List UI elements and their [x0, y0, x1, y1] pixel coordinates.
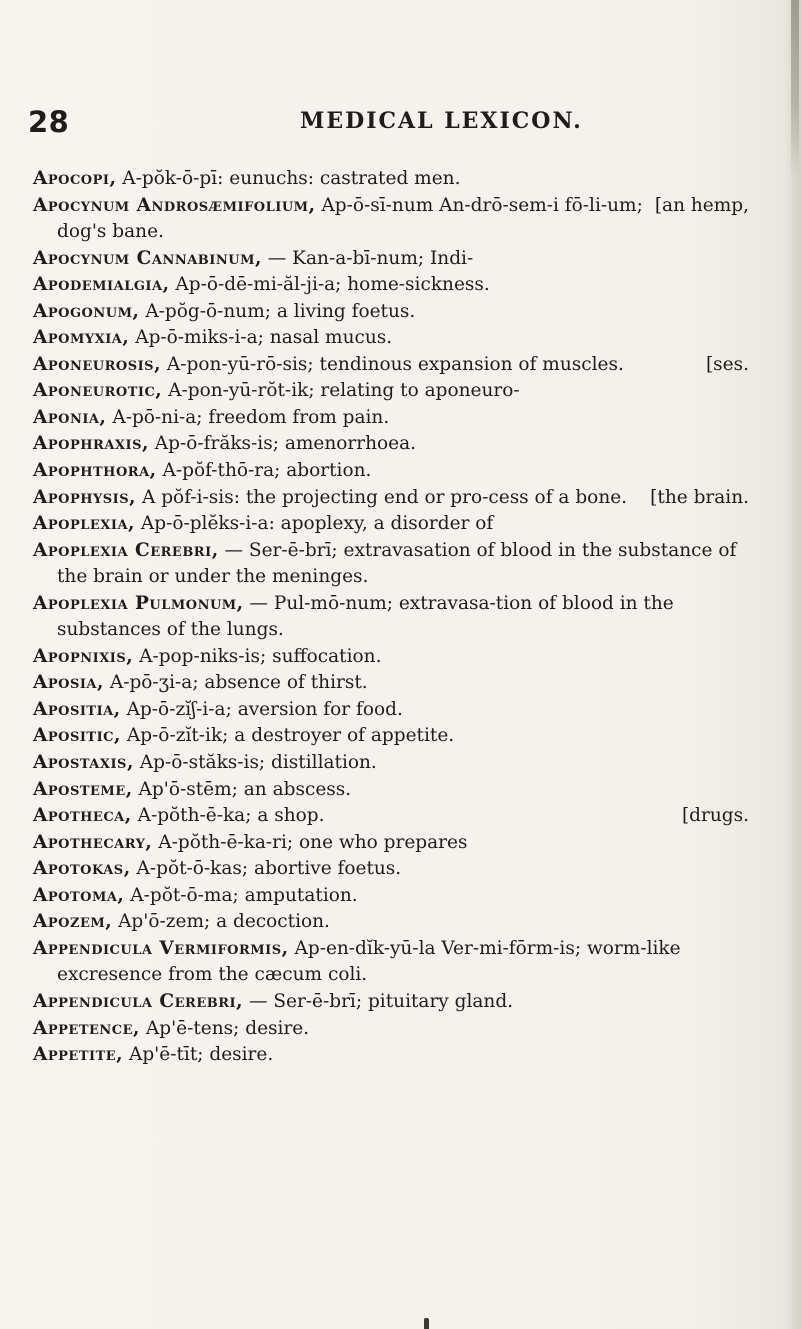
entry-definition: A-pŏt-ō-kas; abortive foetus. [130, 858, 402, 880]
print-mark [424, 1318, 429, 1329]
lexicon-entry [33, 166, 749, 193]
lexicon-entry [33, 989, 749, 1016]
lexicon-entry [33, 1016, 749, 1043]
entry-definition: A-pō-ni-a; freedom from pain. [106, 406, 390, 428]
lexicon-entry [33, 750, 749, 777]
lexicon-entry [33, 352, 749, 379]
lexicon-entry [33, 830, 749, 857]
entry-definition: A-pŏth-ē-ka; a shop. [131, 805, 325, 827]
lexicon-entry [33, 538, 749, 591]
lexicon-entry [33, 936, 749, 989]
entry-definition: A-pŏt-ō-ma; amputation. [124, 884, 358, 906]
entry-definition: Ap-ō-sī-num An-drō-sem-i fō-li-um; dog's bane. [57, 194, 643, 243]
entry-headword: Appetence, [33, 1017, 140, 1039]
running-head: MEDICAL LEXICON. [300, 108, 583, 134]
lexicon-entry [33, 591, 749, 644]
lexicon-entry [33, 458, 749, 485]
entry-headword: Apotoma, [33, 884, 125, 906]
entry-headword: Apomyxia, [33, 327, 130, 349]
lexicon-entry [33, 909, 749, 936]
binding-mark [791, 0, 799, 180]
entry-headword: Apophraxis, [33, 433, 149, 455]
entry-headword: Apotheca, [33, 805, 132, 827]
entry-definition: Ap-ō-stăks-is; distillation. [133, 752, 377, 774]
entry-headword: Apogonum, [33, 300, 140, 322]
entry-headword: Aponia, [33, 406, 107, 428]
entry-definition: A-pō-ʒi-a; absence of thirst. [103, 672, 368, 694]
entry-headword: Apotokas, [33, 858, 131, 880]
entry-definition: Ap-ō-frăks-is; amenorrhoea. [148, 433, 416, 455]
entry-definition: — Kan-a-bī-num; Indi- [261, 247, 474, 269]
lexicon-entry [33, 1042, 749, 1069]
lexicon-entry [33, 883, 749, 910]
entry-definition: A-pŏk-ō-pī: eunuchs: castrated men. [116, 168, 461, 189]
entry-headword: Apothecary, [33, 831, 153, 853]
page-edge-shadow [783, 0, 801, 1329]
entry-definition: — Pul-mō-num; extravasa-tion of blood in the substances of the lungs. [57, 592, 674, 641]
page-number: 28 [28, 105, 70, 139]
entry-definition: A-pŏth-ē-ka-ri; one who prepares [152, 831, 468, 853]
lexicon-entry [33, 511, 749, 538]
entry-headword: Aposteme, [33, 778, 133, 800]
entry-headword: Apocynum Cannabinum, [33, 247, 262, 269]
entry-headword: Appendicula Vermiformis, [33, 937, 289, 959]
entry-definition: — Ser-ē-brī; extravasation of blood in the substance of the brain or under the meninges. [57, 539, 737, 588]
entry-definition: A-pŏf-thō-ra; abortion. [156, 460, 372, 482]
entry-headword: Apoplexia, [33, 513, 135, 535]
lexicon-entry [33, 246, 749, 273]
entry-definition: Ap-en-dĭk-yū-la Ver-mi-fōrm-is; worm-like excresence from the cæcum coli. [57, 937, 681, 986]
lexicon-entry [33, 431, 749, 458]
entry-headword: Aponeurosis, [33, 353, 162, 375]
entry-headword: Apoplexia Pulmonum, [33, 592, 244, 614]
entry-definition: — Ser-ē-brī; pituitary gland. [243, 990, 514, 1012]
entry-headword: Apodemialgia, [33, 274, 170, 296]
entry-headword: Apozem, [33, 911, 113, 933]
entry-definition: Ap-ō-zĭt-ik; a destroyer of appetite. [120, 725, 455, 747]
entry-headword: Apopnixis, [33, 645, 134, 667]
entry-headword: Apophysis, [33, 486, 137, 508]
entry-runover: [ses. [705, 353, 749, 375]
entry-definition: Ap-ō-dē-mi-ăl-ji-a; home-sickness. [169, 274, 490, 296]
entry-headword: Apositia, [33, 698, 121, 720]
entry-runover: [an hemp, [654, 194, 749, 216]
entry-headword: Apostaxis, [33, 752, 134, 774]
entry-headword: Aponeurotic, [33, 380, 163, 402]
entry-definition: Ap-ō-zĭʃ-i-a; aversion for food. [120, 698, 403, 720]
lexicon-entry [33, 697, 749, 724]
entry-definition: Ap'ē-tens; desire. [139, 1017, 310, 1039]
entry-headword: Apocynum Androsæmifolium, [33, 194, 316, 216]
entry-runover: [the brain. [650, 486, 749, 508]
lexicon-entry [33, 670, 749, 697]
entry-definition: A-pon-yū-rō-sis; tendinous expansion of muscles. [161, 353, 624, 375]
lexicon-entry [33, 325, 749, 352]
lexicon-entry [33, 803, 749, 830]
entry-definition: A-pop-niks-is; suffocation. [133, 645, 382, 667]
entry-headword: Appetite, [33, 1044, 124, 1066]
lexicon-entry [33, 723, 749, 750]
entry-headword: Apocopi, [33, 168, 117, 189]
entry-definition: Ap'ō-stēm; an abscess. [132, 778, 352, 800]
entry-definition: Ap'ō-zem; a decoction. [112, 911, 330, 933]
lexicon-entry [33, 272, 749, 299]
entry-headword: Aposia, [33, 672, 104, 694]
entry-definition: Ap'ē-tīt; desire. [123, 1044, 274, 1066]
lexicon-entry [33, 644, 749, 671]
entry-headword: Apositic, [33, 725, 121, 747]
lexicon-entry [33, 856, 749, 883]
entry-headword: Apophthora, [33, 460, 157, 482]
entry-headword: Appendicula Cerebri, [33, 990, 244, 1012]
entry-definition: Ap-ō-plĕks-i-a: apoplexy, a disorder of [134, 513, 494, 535]
lexicon-entry [33, 777, 749, 804]
entry-definition: Ap-ō-miks-i-a; nasal mucus. [129, 327, 393, 349]
lexicon-entry [33, 299, 749, 326]
lexicon-entry [33, 405, 749, 432]
entry-definition: A-pŏg-ō-num; a living foetus. [139, 300, 416, 322]
entry-definition: A-pon-yū-rŏt-ik; relating to aponeuro- [162, 380, 520, 402]
lexicon-entries [33, 166, 749, 1069]
lexicon-entry [33, 485, 749, 512]
entry-definition: A pŏf-i-sis: the projecting end or pro-cess of a bone. [136, 486, 628, 508]
lexicon-entry [33, 378, 749, 405]
entry-headword: Apoplexia Cerebri, [33, 539, 219, 561]
entry-runover: [drugs. [681, 805, 749, 827]
lexicon-entry [33, 193, 749, 246]
